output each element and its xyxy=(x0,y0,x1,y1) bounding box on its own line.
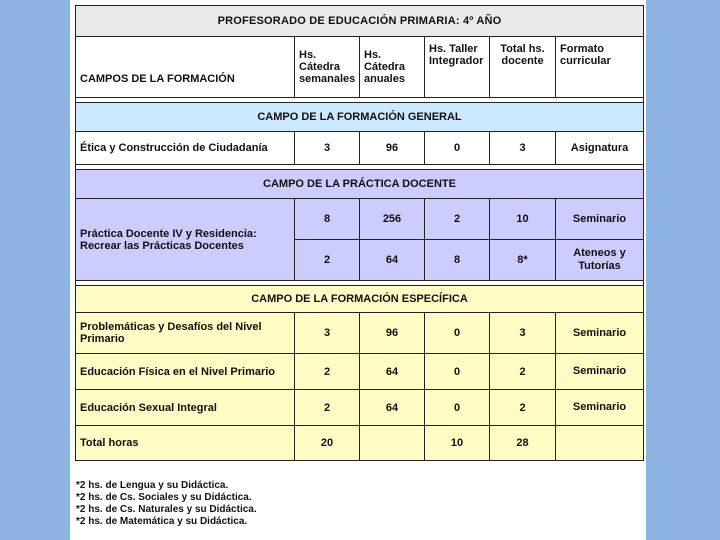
header-formato: Formato curricular xyxy=(556,37,644,98)
fisica-semanales: 2 xyxy=(295,354,360,390)
sexual-anuales: 64 xyxy=(360,390,425,426)
problematicas-formato: Seminario xyxy=(556,313,644,354)
section-practica-row xyxy=(76,170,644,199)
etica-anuales: 96 xyxy=(360,132,425,165)
footnote: *2 hs. de Lengua y su Didáctica. xyxy=(76,480,229,491)
etica-semanales: 3 xyxy=(295,132,360,165)
curriculum-sheet xyxy=(70,0,646,540)
totals-label: Total horas xyxy=(76,426,295,461)
problematicas-taller: 0 xyxy=(425,313,490,354)
table-row xyxy=(76,313,644,354)
table-title: PROFESORADO DE EDUCACIÓN PRIMARIA: 4º AÑO xyxy=(76,6,644,37)
curriculum-table xyxy=(75,5,644,461)
fisica-anuales: 64 xyxy=(360,354,425,390)
practica1-formato: Seminario xyxy=(556,199,644,240)
etica-total: 3 xyxy=(490,132,556,165)
fisica-taller: 0 xyxy=(425,354,490,390)
table-row xyxy=(76,132,644,165)
totals-taller: 10 xyxy=(425,426,490,461)
sexual-formato: Seminario xyxy=(556,390,644,426)
footnote: *2 hs. de Matemática y su Didáctica. xyxy=(76,516,248,527)
problematicas-semanales: 3 xyxy=(295,313,360,354)
subject-fisica: Educación Física en el Nivel Primario xyxy=(76,354,295,390)
header-campos: CAMPOS DE LA FORMACIÓN xyxy=(76,37,295,98)
totals-row xyxy=(76,426,644,461)
table-row xyxy=(76,199,644,240)
footnote: *2 hs. de Cs. Sociales y su Didáctica. xyxy=(76,492,252,503)
totals-anuales xyxy=(360,426,425,461)
sexual-semanales: 2 xyxy=(295,390,360,426)
totals-semanales: 20 xyxy=(295,426,360,461)
practica1-semanales: 8 xyxy=(295,199,360,240)
fisica-formato: Seminario xyxy=(556,354,644,390)
subject-sexual: Educación Sexual Integral xyxy=(76,390,295,426)
section-especifica-title: CAMPO DE LA FORMACIÓN ESPECÍFICA xyxy=(76,286,644,313)
subject-practica: Práctica Docente IV y Residencia: Recrear las Prácticas Docentes xyxy=(76,199,295,281)
problematicas-anuales: 96 xyxy=(360,313,425,354)
header-hs-semanales: Hs. Cátedra semanales xyxy=(295,37,360,98)
header-taller: Hs. Taller Integrador xyxy=(425,37,490,98)
footnote: *2 hs. de Cs. Naturales y su Didáctica. xyxy=(76,504,257,515)
etica-formato: Asignatura xyxy=(556,132,644,165)
header-total: Total hs. docente xyxy=(490,37,556,98)
section-general-row xyxy=(76,103,644,132)
totals-total: 28 xyxy=(490,426,556,461)
practica2-total: 8* xyxy=(490,240,556,281)
table-row xyxy=(76,354,644,390)
table-row xyxy=(76,390,644,426)
section-especifica-row xyxy=(76,286,644,313)
header-row xyxy=(76,37,644,98)
practica1-total: 10 xyxy=(490,199,556,240)
section-practica-title: CAMPO DE LA PRÁCTICA DOCENTE xyxy=(76,170,644,199)
subject-problematicas: Problemáticas y Desafíos del Nivel Primario xyxy=(76,313,295,354)
fisica-total: 2 xyxy=(490,354,556,390)
practica2-formato: Ateneos y Tutorías xyxy=(556,240,644,281)
sexual-taller: 0 xyxy=(425,390,490,426)
problematicas-total: 3 xyxy=(490,313,556,354)
section-general-title: CAMPO DE LA FORMACIÓN GENERAL xyxy=(76,103,644,132)
totals-formato xyxy=(556,426,644,461)
header-hs-anuales: Hs. Cátedra anuales xyxy=(360,37,425,98)
practica1-anuales: 256 xyxy=(360,199,425,240)
practica2-taller: 8 xyxy=(425,240,490,281)
sexual-total: 2 xyxy=(490,390,556,426)
practica2-anuales: 64 xyxy=(360,240,425,281)
subject-etica: Ética y Construcción de Ciudadanía xyxy=(76,132,295,165)
footnotes xyxy=(76,480,257,528)
title-row xyxy=(76,6,644,37)
practica2-semanales: 2 xyxy=(295,240,360,281)
etica-taller: 0 xyxy=(425,132,490,165)
practica1-taller: 2 xyxy=(425,199,490,240)
